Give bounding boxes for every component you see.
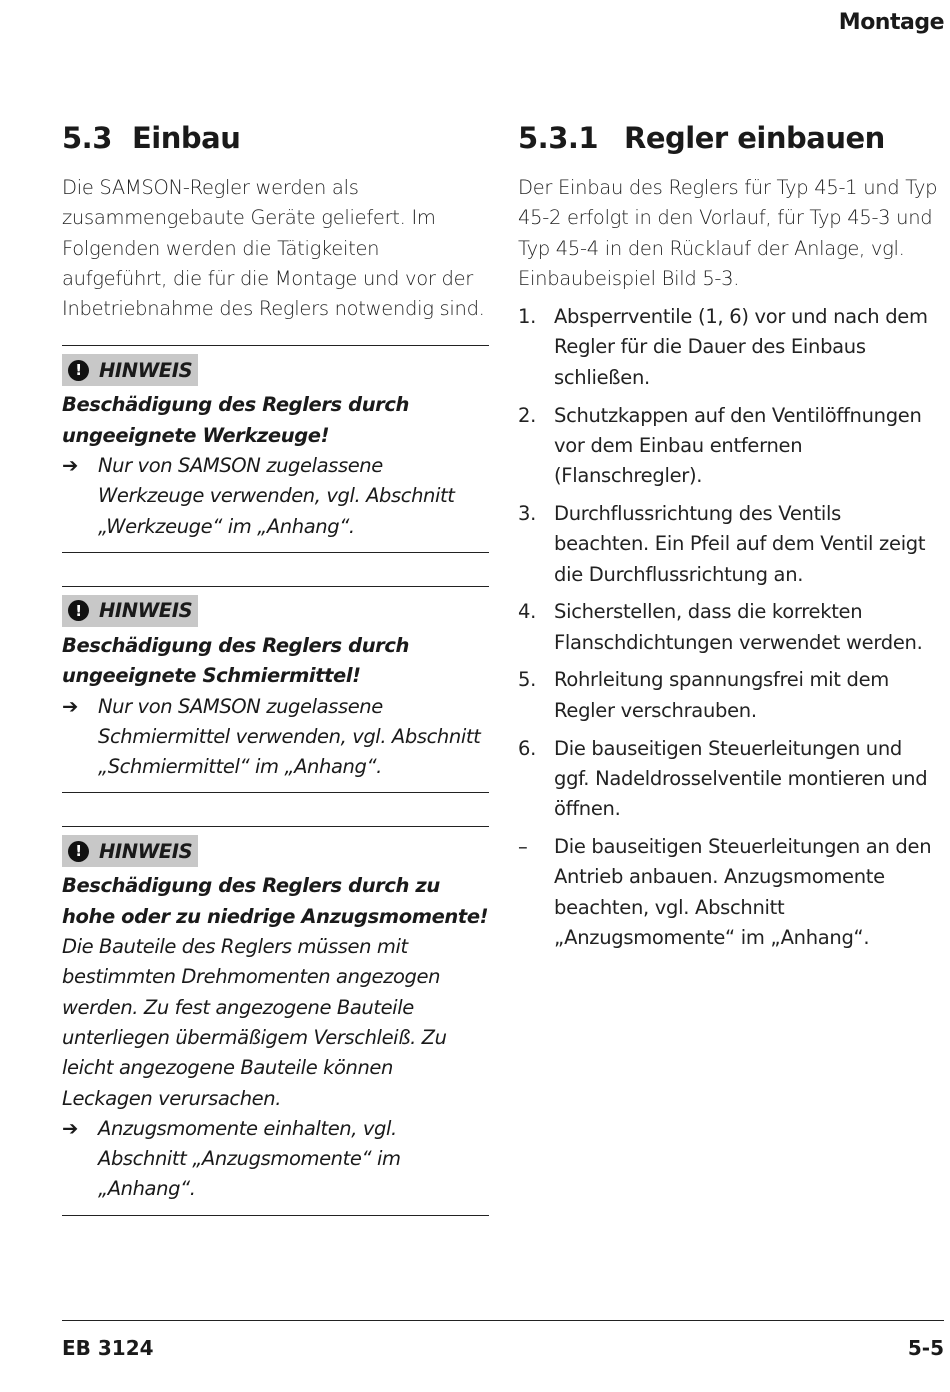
document-id: EB 3124 bbox=[62, 1336, 154, 1360]
step-text: Rohrleitung spannungsfrei mit dem Regler verschrauben. bbox=[554, 668, 890, 722]
step-text: Schutzkappen auf den Ventilöffnungen vor dem Einbau entfernen (Flanschregler). bbox=[554, 403, 922, 488]
step-marker: – bbox=[518, 834, 528, 858]
step-text: Die bauseitigen Steuerleitungen und ggf. Nadeldrosselventile montieren und öffnen. bbox=[554, 736, 928, 821]
notice-title: Beschädigung des Reglers durch ungeeignete Werkzeuge! bbox=[62, 393, 410, 447]
notice-badge bbox=[62, 595, 198, 627]
step-item bbox=[518, 665, 938, 726]
step-marker: 2. bbox=[518, 403, 537, 427]
right-column bbox=[518, 118, 938, 961]
step-marker: 3. bbox=[518, 501, 537, 525]
arrow-right-icon: ➔ bbox=[62, 694, 78, 718]
notice-label: HINWEIS bbox=[99, 839, 193, 863]
step-marker: 1. bbox=[518, 305, 537, 329]
section-intro: Die SAMSON-Regler werden als zusammengebaute Geräte geliefert. Im Folgenden werden die Tätigkeiten aufgeführt, die für die Montage und vor der Inbetriebnahme des Reglers notwendig sind. bbox=[62, 176, 485, 321]
arrow-right-icon: ➔ bbox=[62, 454, 78, 478]
subsection-title: Regler einbauen bbox=[624, 121, 885, 155]
step-item bbox=[518, 499, 938, 590]
section-number: 5.3 bbox=[62, 121, 112, 155]
notice-action-text: Anzugsmomente einhalten, vgl. Abschnitt „Anzugsmomente“ im „Anhang“. bbox=[98, 1116, 401, 1201]
arrow-right-icon: ➔ bbox=[62, 1116, 78, 1140]
notice-label: HINWEIS bbox=[99, 358, 193, 382]
step-marker: 4. bbox=[518, 600, 537, 624]
step-item bbox=[518, 734, 938, 825]
notice-title: Beschädigung des Reglers durch ungeeignete Schmiermittel! bbox=[62, 633, 410, 688]
step-text: Durchflussrichtung des Ventils beachten. Ein Pfeil auf dem Ventil zeigt die Durchflussrichtung an. bbox=[554, 501, 926, 586]
notice-box bbox=[62, 345, 489, 552]
notice-action-text: Nur von SAMSON zugelassene Schmiermittel verwenden, vgl. Abschnitt „Schmiermittel“ im „Anhang“. bbox=[98, 694, 481, 779]
subsection-intro: Der Einbau des Reglers für Typ 45-1 und Typ 45-2 erfolgt in den Vorlauf, für Typ 45-3 und Typ 45-4 in den Rücklauf der Anlage, vgl. Einbaubeispiel Bild 5-3. bbox=[518, 176, 938, 290]
footer-divider bbox=[62, 1320, 944, 1321]
left-column bbox=[62, 118, 489, 1216]
section-heading bbox=[62, 118, 489, 158]
step-marker: 5. bbox=[518, 668, 537, 692]
step-text: Absperrventile (1, 6) vor und nach dem Regler für die Dauer des Einbaus schließen. bbox=[554, 305, 928, 389]
step-text: Die bauseitigen Steuerleitungen an den Antrieb anbauen. Anzugsmomente beachten, vgl. Abschnitt „Anzugsmomente“ im „Anhang“. bbox=[554, 834, 932, 949]
exclamation-icon: ! bbox=[68, 600, 89, 621]
notice-badge bbox=[62, 354, 198, 386]
section-title: Einbau bbox=[132, 121, 241, 155]
page-header-title: Montage bbox=[838, 10, 944, 35]
exclamation-icon: ! bbox=[68, 360, 89, 381]
notice-list bbox=[62, 345, 489, 1215]
notice-badge bbox=[62, 835, 198, 867]
step-item bbox=[518, 832, 938, 953]
exclamation-icon: ! bbox=[68, 841, 89, 862]
notice-action-text: Nur von SAMSON zugelassene Werkzeuge verwenden, vgl. Abschnitt „Werkzeuge“ im „Anhang“. bbox=[98, 454, 455, 538]
page-number: 5-5 bbox=[907, 1336, 944, 1360]
step-item bbox=[518, 401, 938, 492]
notice-label: HINWEIS bbox=[99, 599, 193, 623]
notice-action bbox=[62, 451, 489, 542]
step-marker: 6. bbox=[518, 736, 537, 760]
step-text: Sicherstellen, dass die korrekten Flanschdichtungen verwendet werden. bbox=[554, 600, 923, 654]
step-list bbox=[518, 302, 938, 953]
notice-body: Die Bauteile des Reglers müssen mit bestimmten Drehmomenten angezogen werden. Zu fest angezogene Bauteile unterliegen übermäßigem Verschleiß. Zu leicht angezogene Bauteile können Leckagen verursachen. bbox=[62, 935, 447, 1110]
notice-box bbox=[62, 826, 489, 1215]
subsection-heading bbox=[518, 118, 938, 158]
notice-action bbox=[62, 1114, 489, 1205]
notice-box bbox=[62, 586, 489, 793]
step-item bbox=[518, 302, 938, 393]
notice-title: Beschädigung des Reglers durch zu hohe oder zu niedrige Anzugsmomente! bbox=[62, 874, 489, 928]
step-item bbox=[518, 597, 938, 658]
subsection-number: 5.3.1 bbox=[518, 121, 599, 155]
notice-action bbox=[62, 692, 489, 783]
